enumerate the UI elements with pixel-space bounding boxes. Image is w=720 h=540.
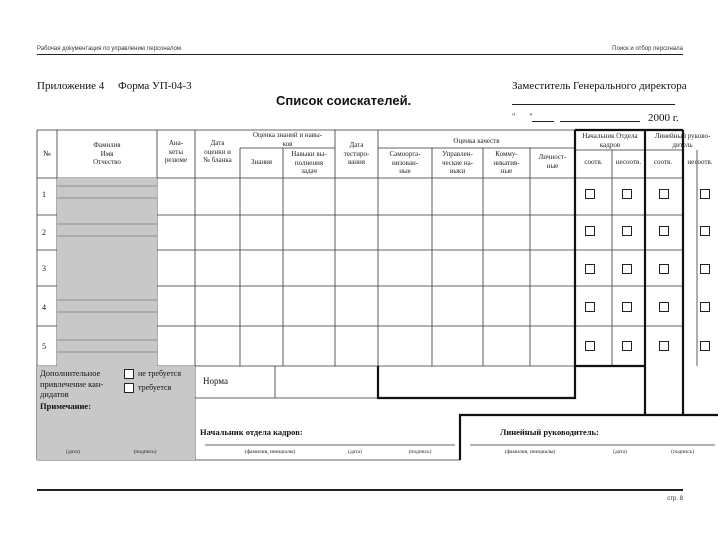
page-number: стр. 8: [667, 496, 683, 502]
checkbox-hr-not-fits-2[interactable]: [622, 226, 632, 236]
fio-subrows: [57, 178, 157, 366]
checkbox-not-required[interactable]: [124, 369, 134, 379]
sig-line-date: (дата): [613, 449, 627, 455]
checkbox-hr-not-fits-1[interactable]: [622, 189, 632, 199]
required-label: требуется: [138, 383, 172, 392]
col-management: Управлен- ческие на- выки: [441, 150, 474, 175]
checkbox-line-fits-3[interactable]: [659, 264, 669, 274]
checkbox-line-not-fits-3[interactable]: [700, 264, 710, 274]
additional-candidates-label: Дополнительное привлечение кан- дидатов: [40, 368, 104, 399]
running-header-right: Поиск и отбор персонала: [612, 46, 683, 52]
col-line-head: Линейный руково- дитель: [654, 132, 711, 149]
checkbox-line-not-fits-2[interactable]: [700, 226, 710, 236]
col-hr-head: Начальник Отдела кадров: [582, 132, 638, 149]
checkbox-line-fits-2[interactable]: [659, 226, 669, 236]
checkbox-hr-fits-1[interactable]: [585, 189, 595, 199]
checkbox-hr-not-fits-3[interactable]: [622, 264, 632, 274]
checkbox-hr-fits-2[interactable]: [585, 226, 595, 236]
row-number-2: 2: [42, 228, 46, 237]
col-knowledge: Знания: [250, 158, 273, 166]
col-quality-group: Оценка качеств: [453, 137, 500, 145]
year-label: 2000 г.: [648, 112, 679, 124]
not-required-label: не требуется: [138, 369, 182, 378]
checkbox-hr-not-fits-4[interactable]: [622, 302, 632, 312]
col-test-date: Дата тестиро- вания: [343, 141, 370, 166]
col-forms: Ана- кеты резюме: [164, 139, 188, 164]
row-number-3: 3: [42, 264, 46, 273]
line-head-signature-label: Линейный руководитель:: [500, 427, 599, 437]
checkbox-line-not-fits-4[interactable]: [700, 302, 710, 312]
sig-hr-signature: (подпись): [408, 449, 432, 455]
col-fio: Фамилия Имя Отчество: [93, 141, 121, 166]
hr-head-signature-label: Начальник отдела кадров:: [200, 427, 303, 437]
checkbox-line-not-fits-5[interactable]: [700, 341, 710, 351]
checkbox-hr-not-fits-5[interactable]: [622, 341, 632, 351]
row-number-4: 4: [42, 303, 46, 312]
norm-label: Норма: [203, 376, 228, 386]
col-communication: Комму- никатив- ные: [493, 150, 520, 175]
checkbox-hr-fits-5[interactable]: [585, 341, 595, 351]
row-number-1: 1: [42, 190, 46, 199]
checkbox-line-not-fits-1[interactable]: [700, 189, 710, 199]
checkbox-hr-fits-4[interactable]: [585, 302, 595, 312]
col-line-not-fits: несоотв.: [687, 158, 713, 166]
col-personal: Личност- ные: [538, 153, 567, 170]
checkbox-required[interactable]: [124, 383, 134, 393]
sig-hr-name: (фамилия, инициалы): [244, 449, 296, 455]
col-line-fits: соотв.: [653, 158, 673, 166]
appendix-label: Приложение 4: [37, 80, 105, 92]
sig-line-name: (фамилия, инициалы): [504, 449, 556, 455]
checkbox-hr-fits-3[interactable]: [585, 264, 595, 274]
col-self-org: Самоорга- низован- ные: [389, 150, 421, 175]
note-label: Примечание:: [40, 401, 92, 411]
sig-line-signature: (подпись): [671, 449, 694, 455]
form-code: Форма УП-04-3: [118, 80, 192, 92]
date-quotes: " ": [512, 112, 533, 121]
sig-left-signature: (подпись): [133, 449, 157, 455]
col-hr-fits: соотв.: [584, 158, 603, 166]
checkbox-line-fits-4[interactable]: [659, 302, 669, 312]
col-hr-not-fits: несоотв.: [615, 158, 642, 166]
checkbox-line-fits-5[interactable]: [659, 341, 669, 351]
checkbox-line-fits-1[interactable]: [659, 189, 669, 199]
row-number-5: 5: [42, 342, 46, 351]
col-skills: Навыки вы- полнения задач: [291, 150, 327, 175]
sig-hr-date: (дата): [348, 449, 362, 455]
col-num: №: [43, 149, 51, 158]
running-header-left: Рабочая документация по управлению персоналом: [37, 46, 182, 52]
col-knowledge-group: Оценка знаний и навы- ков: [252, 131, 323, 148]
approver-title: Заместитель Генерального директора: [512, 80, 687, 92]
footer-rule: [37, 489, 683, 491]
sig-left-date: (дата): [66, 449, 80, 455]
page-title: Список соискателей.: [276, 93, 412, 108]
col-eval-date: Дата оценки и № бланка: [203, 139, 232, 164]
